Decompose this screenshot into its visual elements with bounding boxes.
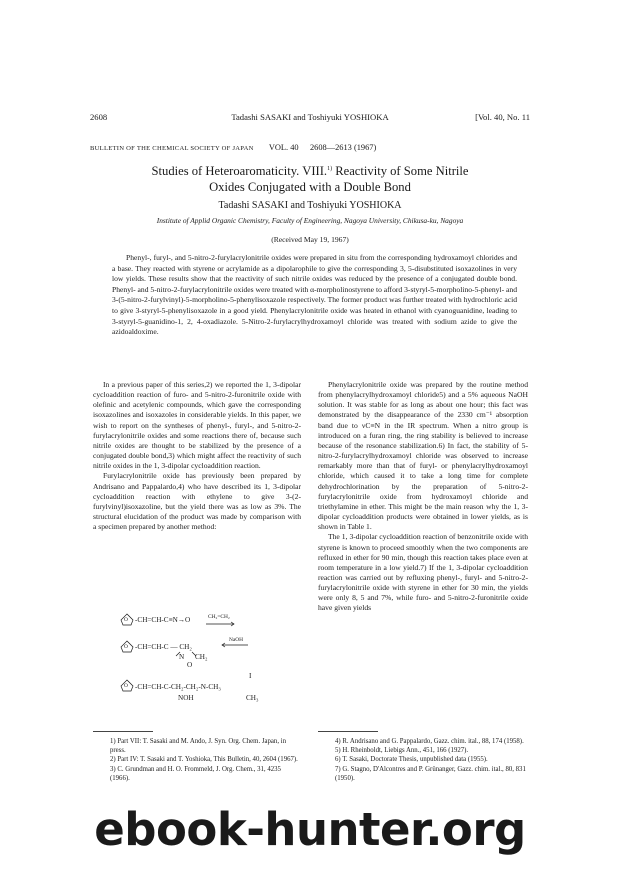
title-line-1-rest: Reactivity of Some Nitrile	[332, 164, 469, 179]
body-paragraph: In a previous paper of this series,2) we reported the 1, 3-dipolar cycloaddition reaction of furo- and 5-nitro-2-furonitrile oxide with olefinic and acetylenic compounds, which gave the corresponding isoxazolines and isoxazoles in considerable yields. In this paper, we wish to report on the syntheses of phenyl-, furyl-, and 5-nitro-2-furylacrylonitrile oxides and some reactions there of, because such nitrile oxides are thought to be stabilized by the presence of a conjugated double bond,3) which might affect the reactivity of such nitrile oxides in the 1, 3-dipolar cycloaddition reaction.	[93, 380, 301, 471]
footnote: 2) Part IV: T. Sasaki and T. Yoshioka, This Bulletin, 40, 2604 (1967).	[110, 756, 298, 764]
received-date: (Received May 19, 1967)	[271, 235, 349, 244]
footnotes-right	[335, 737, 530, 783]
body-paragraph: The 1, 3-dipolar cycloaddition reaction of benzonitrile oxide with styrene is known to proceed smoothly when the two components are refluxed in ether for 90 min, though this reaction takes place even at room temperature in a low yield.7) If the 1, 3-dipolar cycloaddition reaction was carried out by refluxing phenyl-, furyl- and 5-nitro-2-furylacrylonitrile oxide with styrene in ether for 30 min, the yields were only 8, 5 and 7%, while furo- and 5-nitro-2-furonitrile oxide have given yields	[318, 532, 528, 613]
scheme-row-3-ch3: CH₃	[246, 694, 259, 702]
journal-line	[90, 143, 530, 152]
scheme-row-2-n: N	[179, 653, 185, 661]
footnote: 6) T. Sasaki, Doctorate Thesis, unpublished data (1955).	[335, 756, 488, 764]
footnote-rule	[93, 731, 153, 732]
footnote: 7) G. Stagno, D'Alcontres and P. Grünanger, Gazz. chim. ital., 80, 831 (1950).	[335, 765, 526, 782]
footnotes-left	[110, 737, 298, 783]
journal-pages: 2608—2613 (1967)	[309, 143, 377, 152]
reaction-scheme	[118, 612, 293, 704]
body-paragraph: Phenylacrylonitrile oxide was prepared by the routine method from phenylacrylhydroxamoyl chloride5) and a 5% aqueous NaOH solution. It was stable for as long as about one hour; this fact was demonstrated by the disappearance of the 2330 cm⁻¹ absorption band due to νC≡N in the IR spectrum. When a nitro group is introduced on a furan ring, the ring stability is believed to increase because of the resonance stabilization.6) In fact, the stability of 5-nitro-2-furylacrylhydroxamoyl chloride was observed to increase remarkably more than that of furyl- or phenylacrylhydroxamoyl chloride, which caused it to take a long time for complete dehydrochlorination by the preparation of 5-nitro-2-furylacrylonitrile oxide from hydroxamoyl chloride and triethylamine in ether. This might be the main reason why the 1, 3-dipolar cycloaddition products were obtained in lower yields, as is shown in Table 1.	[318, 380, 528, 532]
body-column-left	[93, 380, 301, 532]
journal-name: BULLETIN OF THE CHEMICAL SOCIETY OF JAPAN	[90, 145, 254, 152]
affiliation: Institute of Applid Organic Chemistry, Faculty of Engineering, Nagoya University, Chikusa-ku, Nagoya	[156, 216, 464, 225]
running-header	[90, 112, 530, 126]
footnote: 3) C. Grundman and H. O. Frommeld, J. Org. Chem., 31, 4235 (1966).	[110, 765, 281, 782]
running-authors: Tadashi SASAKI and Toshiyuki YOSHIOKA	[231, 112, 389, 122]
ring-oxygen-label: O	[124, 683, 128, 689]
scheme-row-2: -CH=CH-C — CH₂	[135, 643, 192, 651]
reagent-ethylene: CH₂=CH₂	[208, 614, 230, 620]
scheme-row-3-noh: NOH	[178, 694, 194, 702]
ring-oxygen-label: O	[124, 617, 128, 623]
abstract-text: Phenyl-, furyl-, and 5-nitro-2-furylacrylonitrile oxides were prepared in situ from the corresponding hydroxamoyl chlorides and a base. They reacted with styrene or acrylamide as a dipolarophile to give the corresponding 3, 5-disubstituted isoxazolines in very low yields. These results show that the reactivity of such nitrile oxides was reduced by the presence of a conjugated double bond. Phenyl- and 5-nitro-2-furylacrylonitrile oxides were treated with α-morpholinostyrene to afford 3-styryl-5-morpholino-5-phenyl- and 3-(5-nitro-2-furylvinyl)-5-morpholino-5-phenylisoxazole respectively. The former product was further treated with hydrochloric acid to give 3-styryl-5-phenylisoxazole in a good yield. Phenylacrylonitrile oxide was heated in ethanol with cyanoguanidine, leading to 3-styryl-5-guanidino-1, 2, 4-oxadiazole. 5-Nitro-2-furylacrylhydroxamoyl chloride was treated with sodium azide to give the azidoaldoxime.	[112, 253, 517, 337]
title-line-2: Oxides Conjugated with a Double Bond	[209, 180, 411, 195]
title-line-1: Studies of Heteroaromaticity. VIII.	[151, 164, 328, 179]
author-names: Tadashi SASAKI and Toshiyuki YOSHIOKA	[218, 200, 402, 211]
reagent-naoh: NaOH	[229, 637, 244, 643]
body-column-right	[318, 380, 528, 614]
journal-volume: VOL. 40	[268, 143, 299, 152]
abstract	[112, 253, 517, 338]
page-number: 2608	[90, 112, 108, 122]
footnote: 5) H. Rheinboldt, Liebigs Ann., 451, 166 (1927).	[335, 747, 469, 755]
title-footnote-mark: 1)	[327, 166, 333, 172]
body-paragraph: Furylacrylonitrile oxide has previously been prepared by Andrisano and Pappalardo,4) who have described its 1, 3-dipolar cycloaddition reaction with ethylene to give 3-(2-furylvinyl)isoxazoline, but the yield there was as low as 3%. The structural elucidation of the product was made by comparison with a specimen prepared by another method:	[93, 471, 301, 532]
article-title	[90, 161, 530, 195]
footnote: 1) Part VII: T. Sasaki and M. Ando, J. Syn. Org. Chem. Japan, in press.	[110, 738, 287, 755]
ring-oxygen-label: O	[124, 644, 128, 650]
scheme-row-2-ch2: CH₂	[195, 653, 208, 661]
scheme-row-2-o: O	[187, 661, 193, 669]
scheme-row-3: -CH=CH-C-CH₂-CH₂-N-CH₃	[135, 683, 221, 691]
watermark: ebook-hunter.org	[94, 803, 526, 856]
footnote-rule	[318, 731, 378, 732]
footnote: 4) R. Andrisano and G. Pappalardo, Gazz. chim. ital., 88, 174 (1958).	[335, 738, 524, 745]
scheme-row-1: -CH=CH-C≡N→O	[135, 616, 191, 624]
volume-label: [Vol. 40, No. 11	[475, 112, 530, 122]
scheme-iodide: I	[249, 672, 252, 680]
